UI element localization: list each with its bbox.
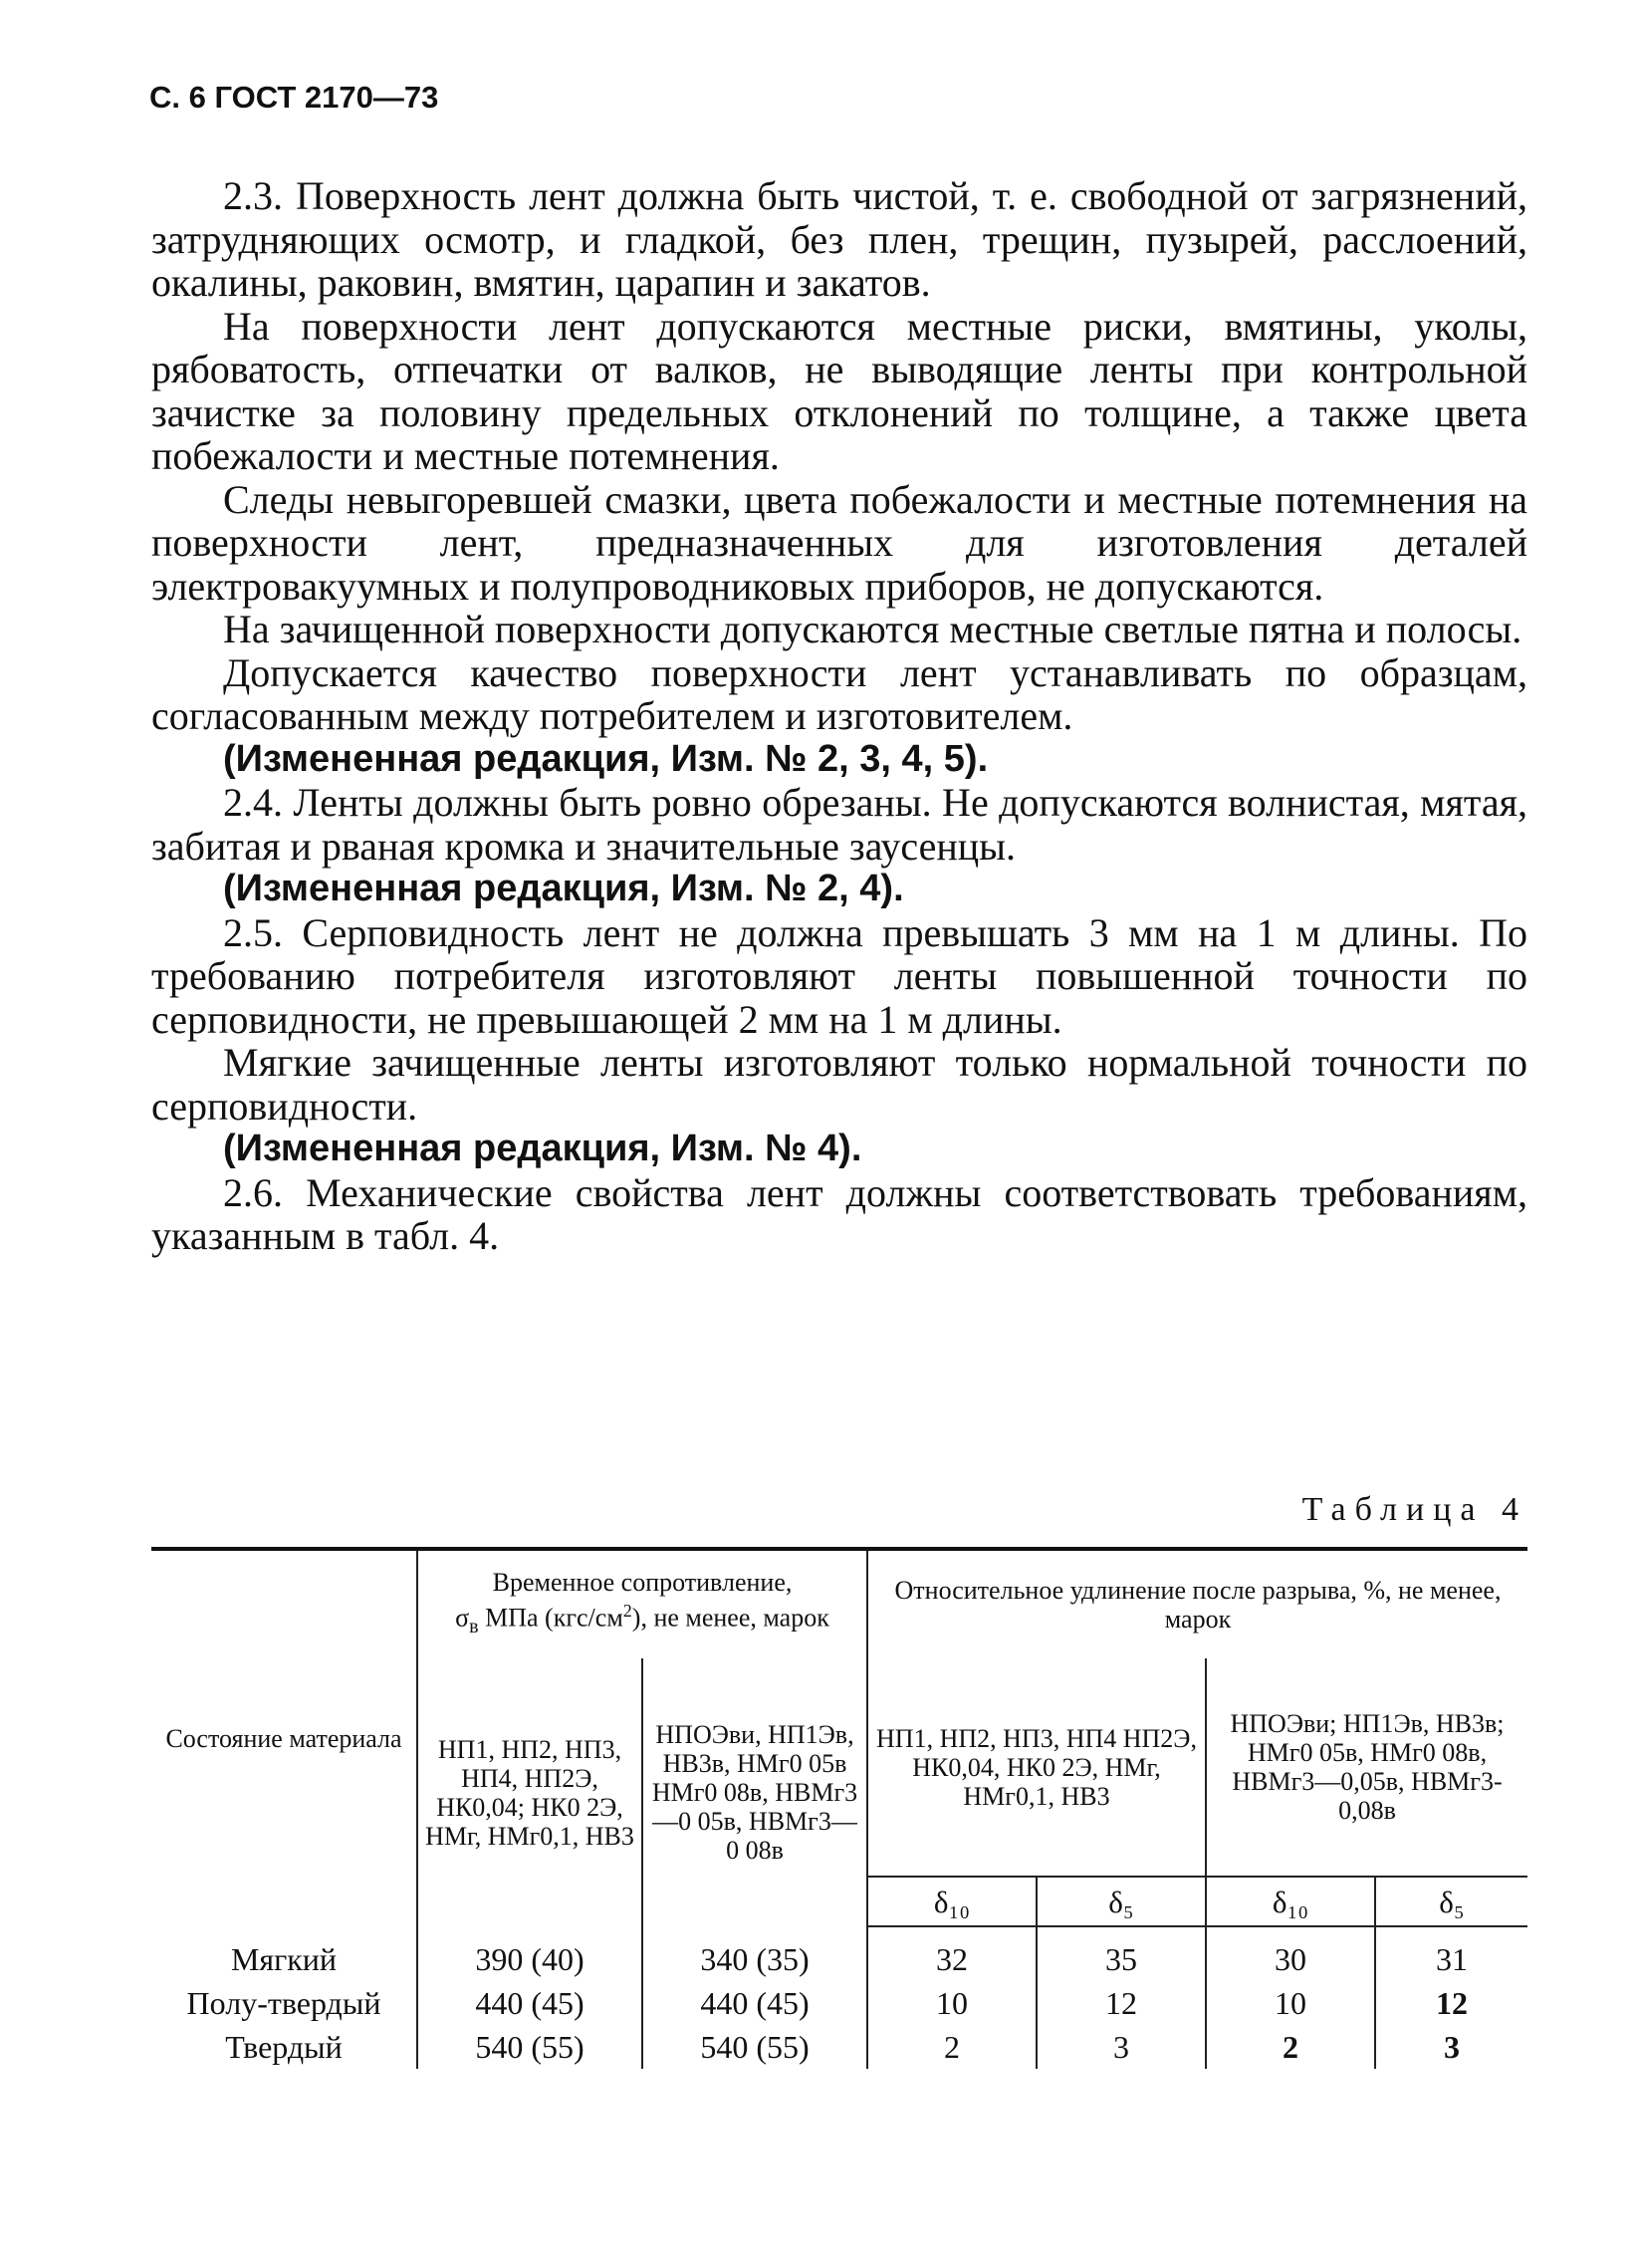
paragraph-2-3-samples: Допускается качество поверхности лент устанавливать по образцам, согласованным между потребителем и изготовителем. bbox=[151, 649, 1527, 738]
header-material-state: Состояние материала bbox=[151, 1549, 417, 1926]
elongation-value: 3 bbox=[1375, 2025, 1527, 2069]
header-tensile-strength-a: Временное сопротивление, bbox=[492, 1568, 793, 1598]
paragraph-2-3-cleaned-surface: На зачищенной поверхности допускаются местные светлые пятна и полосы. bbox=[223, 607, 1522, 651]
paragraph-2-4: 2.4. Ленты должны быть ровно обрезаны. Не допускаются волнистая, мятая, забитая и рваная кромка и значительные заусенцы. bbox=[151, 780, 1527, 869]
elongation-value: 31 bbox=[1375, 1926, 1527, 1981]
paragraph-2-6: 2.6. Механические свойства лент должны соответствовать требованиям, указанным в табл. 4. bbox=[151, 1169, 1527, 1258]
elongation-value: 3 bbox=[1037, 2025, 1206, 2069]
elongation-value: 10 bbox=[1206, 1981, 1375, 2025]
state-half-hard: Полу-твердый bbox=[151, 1981, 417, 2025]
unit-superscript: 2 bbox=[622, 1601, 632, 1622]
paragraph-2-3: 2.3. Поверхность лент должна быть чистой, т. е. свободной от загрязнений, затрудняющих осмотр, и гладкой, без плен, трещин, пузырей, расслоений, окалины, раковин, вмятин, царапин и закатов. bbox=[151, 173, 1527, 305]
elongation-value: 10 bbox=[867, 1981, 1037, 2025]
elongation-value: 2 bbox=[867, 2025, 1037, 2069]
page-header: С. 6 ГОСТ 2170—73 bbox=[149, 80, 439, 115]
amendment-note: (Измененная редакция, Изм. № 2, 4). bbox=[223, 868, 904, 909]
grade-group-3: НП1, НП2, НП3, НП4 НП2Э, НК0,04, НК0 2Э, НМг, НМг0,1, НВ3 bbox=[867, 1658, 1206, 1877]
sigma-subscript: в bbox=[469, 1615, 479, 1638]
state-soft: Мягкий bbox=[151, 1926, 417, 1981]
strength-value: 440 (45) bbox=[417, 1981, 642, 2025]
paragraph-2-5-soft-strips: Мягкие зачищенные ленты изготовляют только нормальной точности по серповидности. bbox=[151, 1040, 1527, 1129]
header-tensile-strength bbox=[417, 1549, 867, 1658]
header-tensile-strength-c: ), не менее, марок bbox=[631, 1603, 829, 1633]
grade-group-4: НПОЭви; НП1Эв, НВ3в; НМг0 05в, НМг0 08в, НВМг3—0,05в, НВМг3- 0,08в bbox=[1206, 1658, 1527, 1877]
header-tensile-strength-b: МПа (кгс/см bbox=[485, 1603, 623, 1633]
header-elongation: Относительное удлинение после разрыва, %, не менее, марок bbox=[867, 1549, 1527, 1658]
elongation-value: 32 bbox=[867, 1926, 1037, 1981]
elongation-value: 12 bbox=[1375, 1981, 1527, 2025]
elongation-value: 12 bbox=[1037, 1981, 1206, 2025]
elongation-value: 2 bbox=[1206, 2025, 1375, 2069]
strength-value: 340 (35) bbox=[642, 1926, 867, 1981]
paragraph-2-3-surface-defects: На поверхности лент допускаются местные риски, вмятины, уколы, рябоватость, отпечатки от валков, не выводящие ленты при контрольной зачистке за половину предельных отклонений по толщине, а также цвета побежалости и местные потемнения. bbox=[151, 303, 1527, 478]
delta-5-header: δ₅ bbox=[1037, 1877, 1206, 1926]
sigma-symbol: σ bbox=[455, 1603, 470, 1633]
grade-group-1: НП1, НП2, НП3, НП4, НП2Э, НК0,04; НК0 2Э, НМг, НМг0,1, НВ3 bbox=[417, 1658, 642, 1926]
mechanical-properties-table bbox=[151, 1547, 1527, 2069]
delta-10-header: δ₁₀ bbox=[1206, 1877, 1375, 1926]
strength-value: 540 (55) bbox=[417, 2025, 642, 2069]
body-text bbox=[151, 174, 1527, 1258]
strength-value: 440 (45) bbox=[642, 1981, 867, 2025]
amendment-note: (Измененная редакция, Изм. № 2, 3, 4, 5). bbox=[223, 737, 989, 780]
table-caption: Таблица 4 bbox=[1301, 1491, 1527, 1528]
amendment-note: (Измененная редакция, Изм. № 4). bbox=[223, 1128, 862, 1169]
elongation-value: 35 bbox=[1037, 1926, 1206, 1981]
elongation-value: 30 bbox=[1206, 1926, 1375, 1981]
grade-group-2: НПОЭви, НП1Эв, НВ3в, НМг0 05в НМг0 08в, НВМг3—0 05в, НВМг3—0 08в bbox=[642, 1658, 867, 1926]
delta-10-header: δ₁₀ bbox=[867, 1877, 1037, 1926]
paragraph-2-5: 2.5. Серповидность лент не должна превышать 3 мм на 1 м длины. По требованию потребителя изготовляют ленты повышенной точности по серповидности, не превышающей 2 мм на 1 м длины. bbox=[151, 909, 1527, 1042]
state-hard: Твердый bbox=[151, 2025, 417, 2069]
strength-value: 540 (55) bbox=[642, 2025, 867, 2069]
paragraph-2-3-lubricant: Следы невыгоревшей смазки, цвета побежалости и местные потемнения на поверхности лент, предназначенных для изготовления деталей электровакуумных и полупроводниковых приборов, не допускаются. bbox=[151, 476, 1527, 609]
strength-value: 390 (40) bbox=[417, 1926, 642, 1981]
delta-5-header: δ₅ bbox=[1375, 1877, 1527, 1926]
